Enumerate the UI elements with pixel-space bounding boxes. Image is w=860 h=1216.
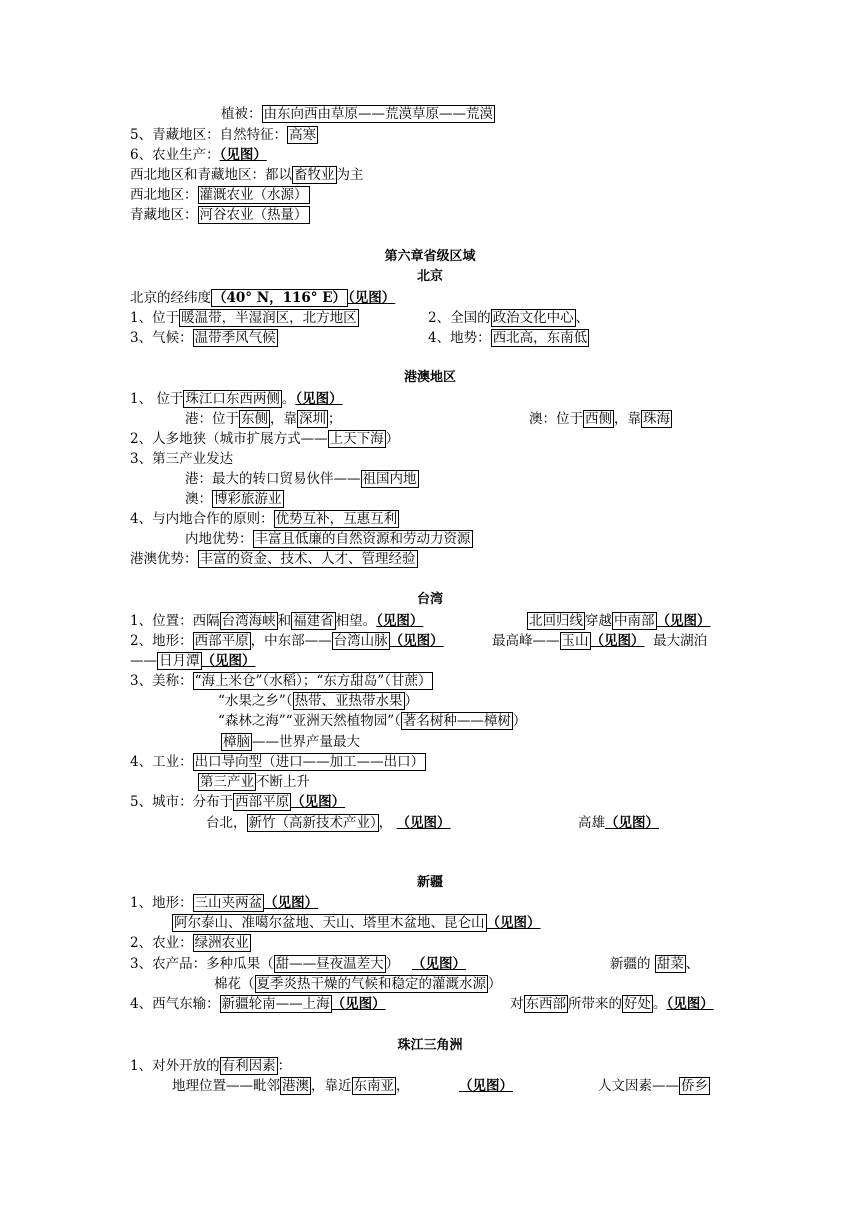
section-title-taiwan: 台湾 (416, 592, 443, 607)
prd-row-2b: 人文因素—— 侨乡 (598, 1078, 708, 1094)
answer-box: 出口导向型（进口——加工——出口） (194, 754, 425, 770)
answer-box: 西部平原 (235, 794, 290, 810)
taiwan-row-2: 2、地形： 西部平原 ，中东部—— 台湾山脉 （见图） (130, 633, 444, 649)
livestock-line: 西北地区和青藏地区：都以 畜牧业 为主 (130, 167, 364, 183)
answer-box: 中南部 (614, 613, 655, 629)
qinghai-tibet-line: 5、青藏地区：自然特征： 高寒 (130, 127, 317, 143)
xinjiang-row-2 (172, 913, 541, 933)
answer-box: 博彩旅游业 (214, 491, 282, 507)
hkmo-row-4: 3、第三产业发达 (130, 451, 234, 467)
taiwan-row-9: 第三产业 不断上升 (200, 774, 310, 790)
section-title-prd: 珠江三角洲 (397, 1038, 463, 1053)
see-figure-link: （见图） (459, 1078, 513, 1094)
answer-box: 夏季炎热干燥的气候和稳定的灌溉水源 (256, 976, 486, 992)
answer-box: 北回归线 (529, 613, 583, 629)
answer-box: 东侧 (241, 411, 268, 427)
xinjiang-row-6b: 对 东西部 所带来的 好处 。（见图） (510, 996, 714, 1012)
answer-box: 日月潭 (159, 653, 200, 669)
see-figure-link: （见图） (219, 147, 267, 163)
see-figure-link: （见图） (348, 290, 396, 306)
prd-see-figure (459, 1076, 513, 1096)
see-figure-link: （见图） (666, 996, 714, 1012)
chapter-title: 第六章省级区域 (384, 249, 476, 264)
see-figure-link: （见图） (331, 996, 386, 1012)
answer-box: 河谷农业（热量） (199, 207, 308, 223)
answer-box: 玉山 (561, 633, 589, 649)
see-figure-link: （见图） (389, 633, 444, 649)
answer-box: 深圳 (299, 411, 326, 427)
answer-box: 樟脑 (223, 734, 250, 750)
hkmo-row-2b: 澳：位于 西侧 ，靠 珠海 (529, 411, 670, 427)
answer-box: 港澳 (282, 1078, 309, 1094)
answer-box: 新疆轮南——上海 (221, 996, 330, 1012)
xinjiang-row-6: 4、西气东输： 新疆轮南——上海 （见图） (130, 996, 386, 1012)
answer-box: 三山夹两盆 (194, 895, 263, 911)
taiwan-row-1b: 北回归线 穿越 中南部 （见图） (529, 613, 711, 629)
xinjiang-row-1: 1、地形： 三山夹两盆 （见图） (130, 895, 319, 911)
beijing-row-2b: 4、地势： 西北高，东南低 (428, 330, 588, 346)
hkmo-row-2: 港：位于 东侧 ，靠 深圳 ； (185, 411, 342, 427)
prd-row-2: 地理位置——毗邻 港澳 ，靠近 东南亚 ， (172, 1078, 410, 1094)
hkmo-row-1: 1、 位于 珠江口东西两侧 。（见图） (130, 391, 343, 407)
see-figure-link: （见图） (486, 915, 541, 931)
answer-box: 第三产业 (200, 774, 254, 790)
beijing-row-1: 1、位于 暖温带，半湿润区，北方地区 (130, 310, 357, 326)
tibet-line: 青藏地区： 河谷农业（热量） (130, 207, 308, 223)
beijing-row-2: 3、气候： 温带季风气候 (130, 330, 276, 346)
answer-box: 西北高，东南低 (492, 330, 588, 346)
answer-box: 灌溉农业（水源） (199, 187, 308, 203)
hkmo-row-6: 澳： 博彩旅游业 (185, 491, 282, 507)
xinjiang-row-4b: 新疆的 甜菜 、 (610, 956, 700, 972)
answer-box: 珠江口东西两侧 (185, 391, 280, 407)
answer-box: 政治文化中心 (492, 310, 574, 326)
vegetation-line: 植被： 由东向西由草原——荒漠草原——荒漠 (221, 106, 493, 122)
answer-box: 台湾山脉 (333, 633, 388, 649)
answer-box: 好处 (624, 996, 651, 1012)
answer-box: 甜菜 (656, 956, 684, 972)
taiwan-row-1: 1、位置：西隔 台湾海峡 和 福建省 相望。（见图） (130, 613, 424, 629)
see-figure-link: （见图） (396, 815, 451, 831)
section-title-xinjiang: 新疆 (416, 875, 443, 890)
taiwan-row-6: “森林之海”“亚洲天然植物园”（ 著名树种——樟树 ） (218, 713, 527, 729)
answer-box: 有利因素 (221, 1058, 276, 1074)
answer-box: 高寒 (289, 127, 317, 143)
hkmo-row-9: 港澳优势： 丰富的资金、技术、人才、管理经验 (130, 551, 416, 567)
see-figure-link: （见图） (264, 895, 319, 911)
answer-box: 丰富的资金、技术、人才、管理经验 (199, 551, 416, 567)
beijing-row-1b: 2、全国的 政治文化中心 、 (428, 310, 590, 326)
xinjiang-row-4: 3、农产品：多种瓜果（ 甜——昼夜温差大 ） （见图） (130, 956, 466, 972)
xinjiang-row-3: 2、农业： 绿洲农业 (130, 935, 249, 951)
taiwan-row-11: 台北， 新竹（高新技术产业） ， （见图） (206, 815, 451, 831)
prd-row-1: 1、对外开放的 有利因素 ： (130, 1058, 292, 1074)
answer-box: 阿尔泰山、准噶尔盆地、天山、塔里木盆地、昆仑山 (174, 915, 485, 931)
answer-box: 温带季风气候 (194, 330, 276, 346)
answer-box: 东南亚 (353, 1078, 394, 1094)
section-title-hkmo: 港澳地区 (403, 370, 456, 385)
see-figure-link: （见图） (411, 956, 466, 972)
answer-box: 西部平原 (194, 633, 249, 649)
taiwan-row-5: “水果之乡”（ 热带、亚热带水果 ） (218, 693, 419, 709)
answer-box: 绿洲农业 (194, 935, 249, 951)
see-figure-link: （见图） (295, 391, 343, 407)
answer-box: 著名树种——樟树 (402, 713, 511, 729)
answer-box: 珠海 (643, 411, 670, 427)
answer-box: 台湾海峡 (221, 613, 276, 629)
northwest-line: 西北地区： 灌溉农业（水源） (130, 187, 308, 203)
answer-box: 丰富且低廉的自然资源和劳动力资源 (254, 531, 471, 547)
taiwan-row-7: 樟脑 ——世界产量最大 (223, 734, 360, 750)
xinjiang-row-5: 棉花（ 夏季炎热干燥的气候和稳定的灌溉水源 ） (214, 976, 502, 992)
hkmo-row-5: 港：最大的转口贸易伙伴—— 祖国内地 (185, 471, 417, 487)
taiwan-row-8: 4、工业： 出口导向型（进口——加工——出口） (130, 754, 425, 770)
hkmo-row-3: 2、人多地狭（城市扩展方式—— 上天下海 ） (130, 431, 400, 447)
answer-box: 福建省 (293, 613, 334, 629)
agriculture-line: 6、农业生产：（见图） (130, 147, 267, 163)
answer-box: 由东向西由草原——荒漠草原——荒漠 (263, 106, 493, 122)
beijing-coord-line: 北京的经纬度 （40° N，116° E） （见图） (130, 290, 396, 306)
see-figure-link: （见图） (605, 815, 659, 831)
answer-box: 祖国内地 (362, 471, 417, 487)
answer-box: 甜——昼夜温差大 (275, 956, 384, 972)
answer-box: 侨乡 (681, 1078, 708, 1094)
answer-box: 新竹（高新技术产业） (248, 815, 377, 831)
answer-box: 东西部 (525, 996, 566, 1012)
taiwan-row-3: —— 日月潭 （见图） (130, 653, 256, 669)
answer-box: “海上米仓”（水稻）；“东方甜岛”（甘蔗） (194, 673, 432, 689)
see-figure-link: （见图） (376, 613, 424, 629)
answer-box: 西侧 (585, 411, 612, 427)
see-figure-link: （见图） (201, 653, 256, 669)
hkmo-row-8: 内地优势： 丰富且低廉的自然资源和劳动力资源 (185, 531, 471, 547)
answer-box: 优势互补，互惠互利 (275, 511, 398, 527)
see-figure-link: （见图） (291, 794, 346, 810)
see-figure-link: （见图） (656, 613, 711, 629)
taiwan-row-10: 5、城市：分布于 西部平原 （见图） (130, 794, 346, 810)
section-title-beijing: 北京 (416, 269, 443, 284)
answer-box: 暖温带，半湿润区，北方地区 (181, 310, 357, 326)
answer-box: 热带、亚热带水果 (294, 693, 403, 709)
see-figure-link: （见图） (590, 633, 645, 649)
answer-box: 畜牧业 (294, 167, 335, 183)
taiwan-row-4: 3、美称： “海上米仓”（水稻）；“东方甜岛”（甘蔗） (130, 673, 432, 689)
taiwan-row-2b: 最高峰—— 玉山 （见图） 最大湖泊 (492, 633, 708, 649)
taiwan-row-11b: 高雄（见图） (578, 815, 659, 831)
hkmo-row-7: 4、与内地合作的原则： 优势互补，互惠互利 (130, 511, 398, 527)
answer-box: 上天下海 (329, 431, 384, 447)
answer-box: （40° N，116° E） (213, 290, 346, 306)
